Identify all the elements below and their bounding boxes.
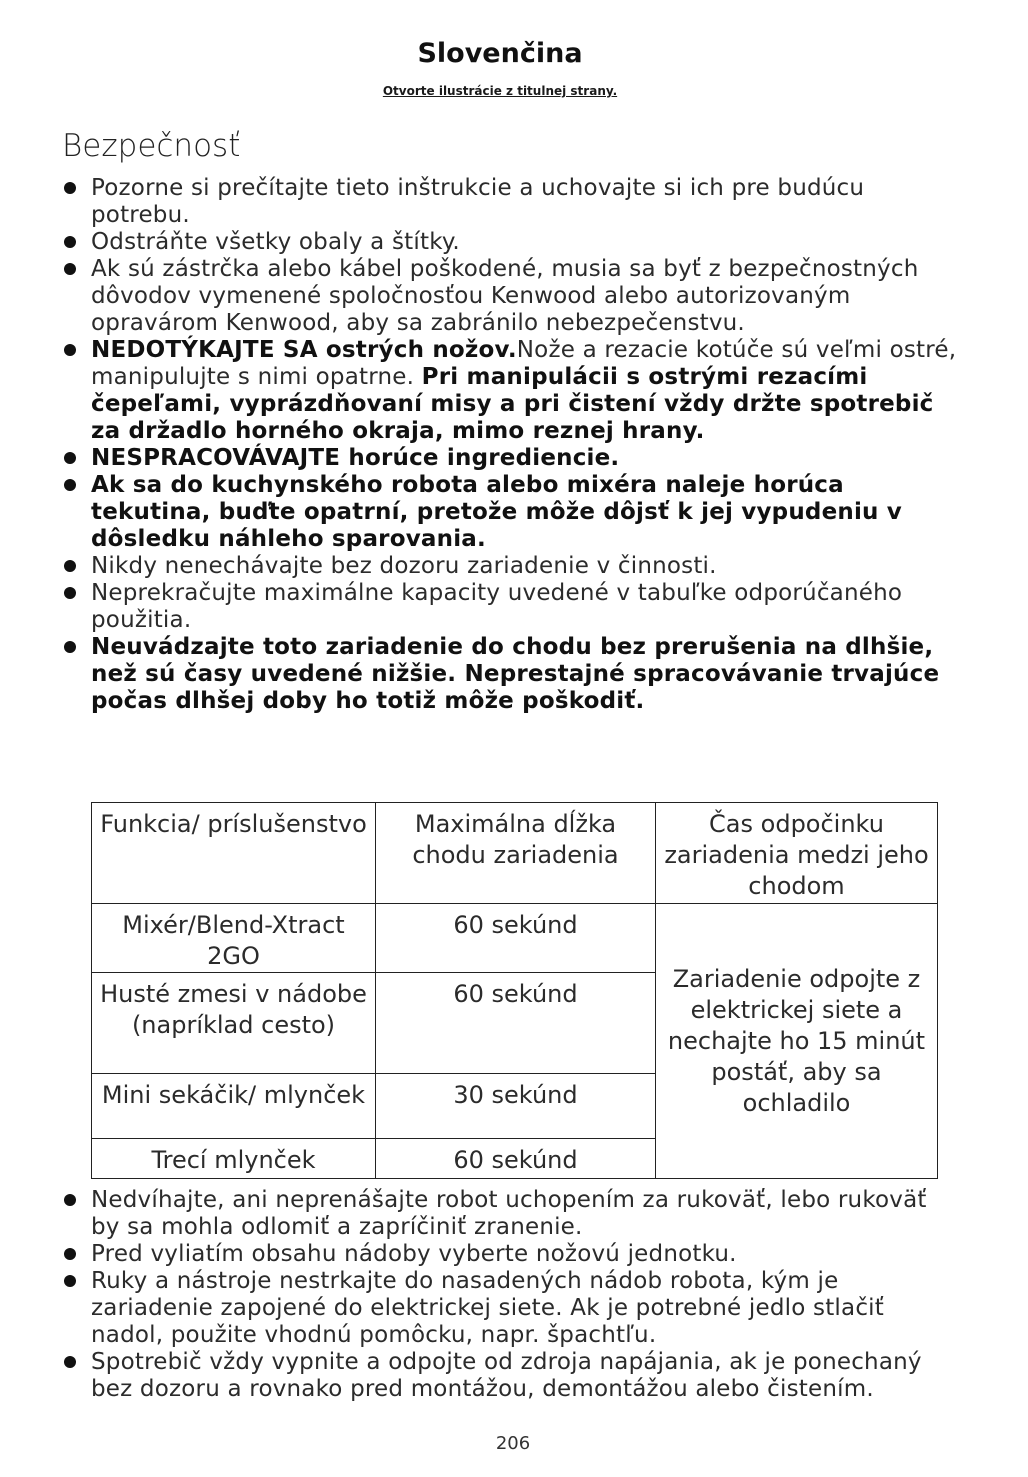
cell-max-time: 30 sekúnd (376, 1074, 656, 1139)
header-function: Funkcia/ príslušenstvo (92, 803, 376, 904)
list-item (62, 445, 962, 472)
list-item (62, 337, 962, 445)
language-title: Slovenčina (417, 38, 583, 69)
safety-list-bottom (62, 1187, 962, 1403)
list-item (62, 1241, 962, 1268)
item-text: Nikdy nenechávajte bez dozoru zariadenie v činnosti. (91, 553, 717, 579)
list-item (62, 580, 962, 634)
list-item (62, 256, 962, 337)
list-item (62, 1268, 962, 1349)
section-title: Bezpečnosť (62, 128, 241, 164)
cell-max-time: 60 sekúnd (376, 973, 656, 1074)
item-text: Nože a rezacie kotúče sú veľmi ostré, manipulujte s nimi opatrne. (91, 337, 957, 390)
cell-rest-time: Zariadenie odpojte z elektrickej siete a nechajte ho 15 minút postáť, aby sa ochladilo (656, 904, 938, 1179)
item-text: Pred vyliatím obsahu nádoby vyberte nožovú jednotku. (91, 1241, 737, 1267)
table-row (92, 904, 938, 973)
item-text: Nedvíhajte, ani neprenášajte robot uchopením za rukoväť, lebo rukoväť by sa mohla odlomiť a zapríčiniť zranenie. (91, 1187, 927, 1240)
safety-list-top (62, 175, 962, 715)
item-text-bold: Pri manipulácii s ostrými rezacími čepeľami, vyprázdňovaní misy a pri čistení vždy držte spotrebič za držadlo horného okraja, mimo reznej hrany. (91, 364, 934, 444)
table-header-row (92, 803, 938, 904)
cell-function: Husté zmesi v nádobe (napríklad cesto) (92, 973, 376, 1074)
list-item (62, 175, 962, 229)
list-item (62, 229, 962, 256)
cell-function: Mixér/Blend-Xtract 2GO (92, 904, 376, 973)
item-text: Neprekračujte maximálne kapacity uvedené v tabuľke odporúčaného použitia. (91, 580, 903, 633)
header-rest-time: Čas odpočinku zariadenia medzi jeho chodom (656, 803, 938, 904)
page-number: 206 (495, 1433, 531, 1454)
item-text-bold: NESPRACOVÁVAJTE horúce ingrediencie. (91, 445, 620, 471)
item-text-bold: NEDOTÝKAJTE SA ostrých nožov. (91, 337, 517, 363)
item-text: Ruky a nástroje nestrkajte do nasadených nádob robota, kým je zariadenie zapojené do elektrickej siete. Ak je potrebné jedlo stlačiť nadol, použite vhodnú pomôcku, napr. špachtľu. (91, 1268, 884, 1348)
list-item (62, 634, 962, 715)
cell-function: Trecí mlynček (92, 1139, 376, 1179)
list-item (62, 1187, 962, 1241)
header-max-time: Maximálna dĺžka chodu zariadenia (376, 803, 656, 904)
cell-max-time: 60 sekúnd (376, 904, 656, 973)
item-text-bold: Ak sa do kuchynského robota alebo mixéra naleje horúca tekutina, buďte opatrní, pretože môže dôjsť k jej vypudeniu v dôsledku náhleho sparovania. (91, 472, 903, 552)
list-item (62, 472, 962, 553)
subtitle-link: Otvorte ilustrácie z titulnej strany. (382, 84, 618, 98)
cell-function: Mini sekáčik/ mlynček (92, 1074, 376, 1139)
item-text-bold: Neuvádzajte toto zariadenie do chodu bez prerušenia na dlhšie, než sú časy uvedené nižšie. Neprestajné spracovávanie trvajúce počas dlhšej doby ho totiž môže poškodiť. (91, 634, 940, 714)
item-text: Odstráňte všetky obaly a štítky. (91, 229, 460, 255)
item-text: Ak sú zástrčka alebo kábel poškodené, musia sa byť z bezpečnostných dôvodov vymenené spoločnosťou Kenwood alebo autorizovaným opravárom Kenwood, aby sa zabránilo nebezpečenstvu. (91, 256, 919, 336)
list-item (62, 1349, 962, 1403)
usage-time-table (91, 802, 938, 1179)
item-text: Pozorne si prečítajte tieto inštrukcie a uchovajte si ich pre budúcu potrebu. (91, 175, 865, 228)
cell-max-time: 60 sekúnd (376, 1139, 656, 1179)
item-text: Spotrebič vždy vypnite a odpojte od zdroja napájania, ak je ponechaný bez dozoru a rovnako pred montážou, demontážou alebo čistením. (91, 1349, 922, 1402)
list-item (62, 553, 962, 580)
